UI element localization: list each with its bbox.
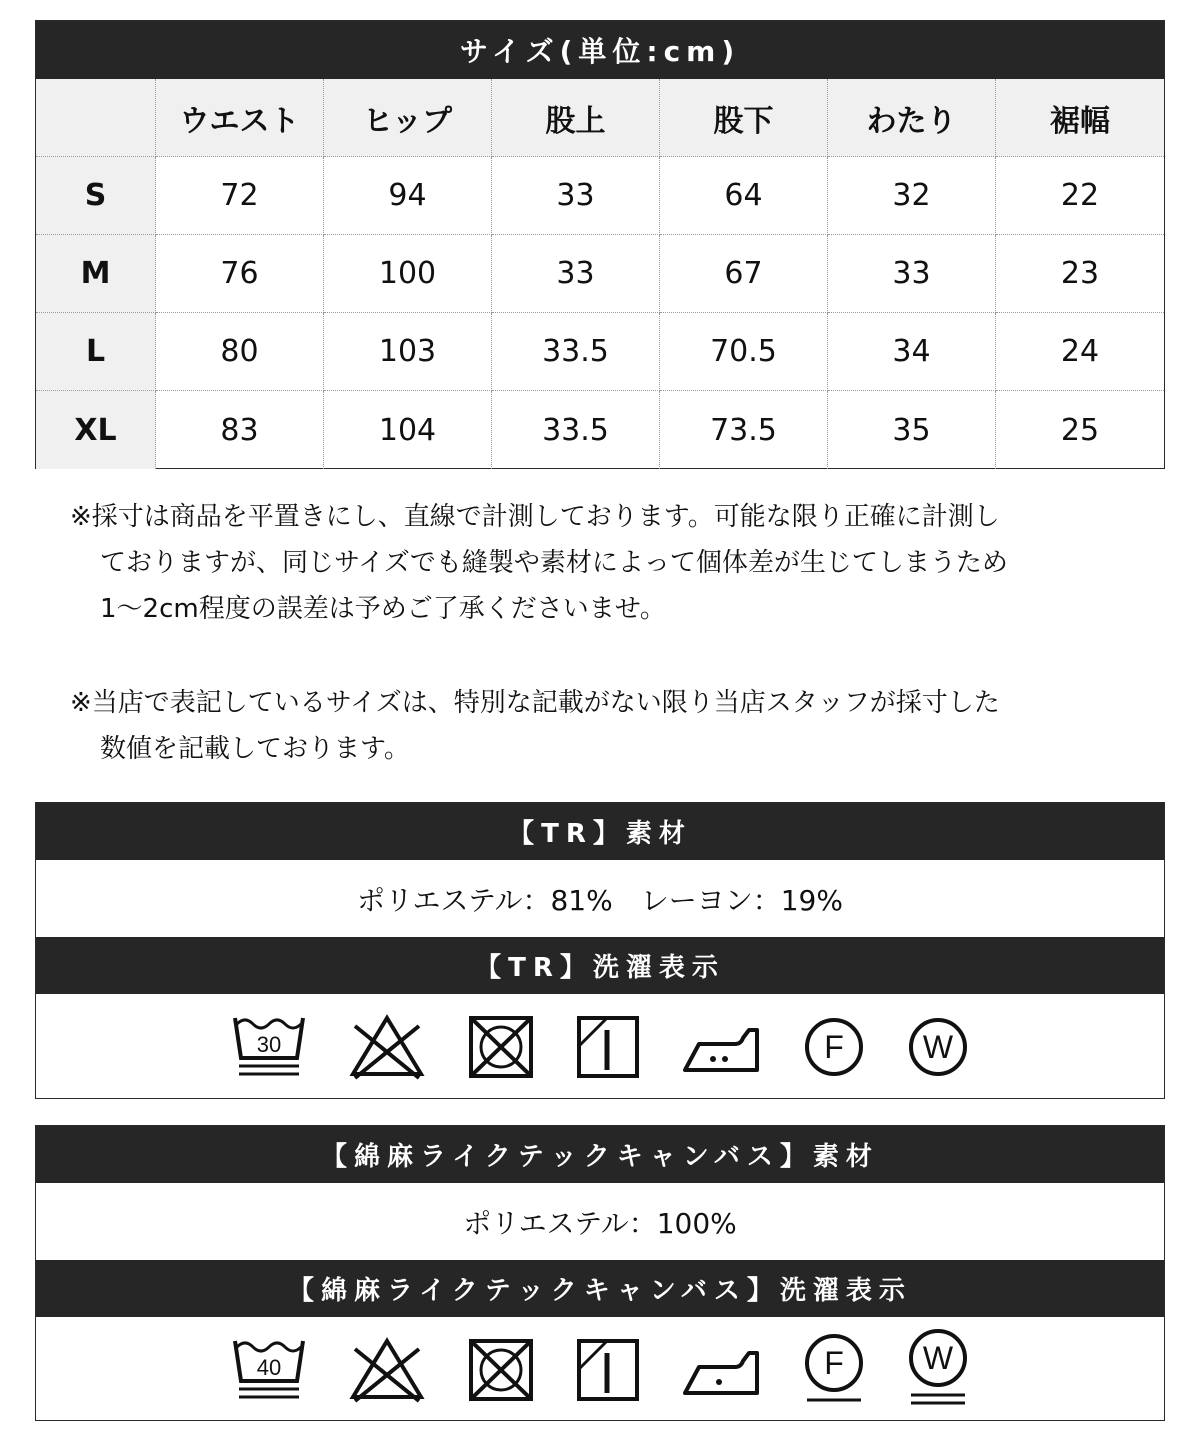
table-cell: 100 [324, 235, 492, 313]
line-dry-shade-icon [575, 1335, 641, 1405]
table-cell: 70.5 [660, 313, 828, 391]
table-cell: 104 [324, 391, 492, 469]
table-cell: 23 [996, 235, 1164, 313]
col-header: 股上 [492, 79, 660, 157]
table-cell: 94 [324, 157, 492, 235]
wash-30-icon [229, 1012, 309, 1082]
row-size-label: XL [36, 391, 156, 469]
col-header: わたり [828, 79, 996, 157]
wet-clean-w-icon [905, 1012, 971, 1082]
measurement-note [70, 494, 1150, 632]
note-line: ※当店で表記しているサイズは、特別な記載がない限り当店スタッフが採寸した [70, 688, 1000, 718]
size-grid [36, 79, 1164, 469]
table-cell: 83 [156, 391, 324, 469]
line-dry-shade-icon [575, 1012, 641, 1082]
wet-clean-letter: W [922, 1339, 954, 1376]
table-cell: 72 [156, 157, 324, 235]
table-cell: 33.5 [492, 313, 660, 391]
col-header: 裾幅 [996, 79, 1164, 157]
wash-temp-label: 40 [256, 1354, 282, 1380]
table-cell: 80 [156, 313, 324, 391]
iron-low-icon [679, 1335, 763, 1405]
table-cell: 103 [324, 313, 492, 391]
table-cell: 32 [828, 157, 996, 235]
size-table [35, 20, 1165, 469]
table-cell: 24 [996, 313, 1164, 391]
wet-clean-letter: W [922, 1028, 954, 1065]
wash-temp-label: 30 [256, 1031, 282, 1057]
header-corner [36, 79, 156, 157]
no-tumble-dry-icon [465, 1335, 537, 1405]
no-bleach-icon [347, 1335, 427, 1405]
linen-material-section [35, 1125, 1165, 1421]
linen-care-icons [36, 1317, 1164, 1422]
table-cell: 35 [828, 391, 996, 469]
tr-material-title: 【TR】素材 [36, 803, 1164, 860]
linen-material-composition: ポリエステル：100% [463, 1206, 737, 1240]
table-cell: 64 [660, 157, 828, 235]
size-note [70, 680, 1150, 772]
col-header: 股下 [660, 79, 828, 157]
row-size-label: M [36, 235, 156, 313]
table-cell: 67 [660, 235, 828, 313]
wash-40-icon [229, 1335, 309, 1405]
table-cell: 22 [996, 157, 1164, 235]
row-size-label: L [36, 313, 156, 391]
dry-clean-letter: F [824, 1028, 844, 1065]
linen-material-title: 【綿麻ライクテックキャンバス】素材 [36, 1126, 1164, 1183]
no-tumble-dry-icon [465, 1012, 537, 1082]
note-line: 1～2cm程度の誤差は予めご了承くださいませ。 [100, 594, 666, 624]
dry-clean-f-icon [801, 1012, 867, 1082]
tr-care-icons [36, 994, 1164, 1099]
table-cell: 76 [156, 235, 324, 313]
note-line: ※採寸は商品を平置きにし、直線で計測しております。可能な限り正確に計測し [70, 502, 1000, 532]
table-cell: 73.5 [660, 391, 828, 469]
note-line: ておりますが、同じサイズでも縫製や素材によって個体差が生じてしまうため [100, 548, 1008, 578]
wet-clean-w-mild-icon [905, 1327, 971, 1413]
note-line: 数値を記載しております。 [100, 734, 410, 764]
table-cell: 33 [492, 235, 660, 313]
col-header: ウエスト [156, 79, 324, 157]
iron-low-icon [679, 1012, 763, 1082]
tr-care-title: 【TR】洗濯表示 [36, 937, 1164, 994]
table-cell: 33 [492, 157, 660, 235]
tr-material-composition: ポリエステル：81% レーヨン：19% [357, 883, 843, 917]
table-cell: 33 [828, 235, 996, 313]
col-header: ヒップ [324, 79, 492, 157]
dry-clean-f-icon [801, 1330, 867, 1410]
table-cell: 33.5 [492, 391, 660, 469]
no-bleach-icon [347, 1012, 427, 1082]
linen-care-title: 【綿麻ライクテックキャンバス】洗濯表示 [36, 1260, 1164, 1317]
size-table-title: サイズ(単位:cm) [36, 21, 1164, 79]
table-cell: 34 [828, 313, 996, 391]
row-size-label: S [36, 157, 156, 235]
tr-material-section [35, 802, 1165, 1099]
table-cell: 25 [1060, 412, 1100, 448]
dry-clean-letter: F [824, 1344, 844, 1381]
